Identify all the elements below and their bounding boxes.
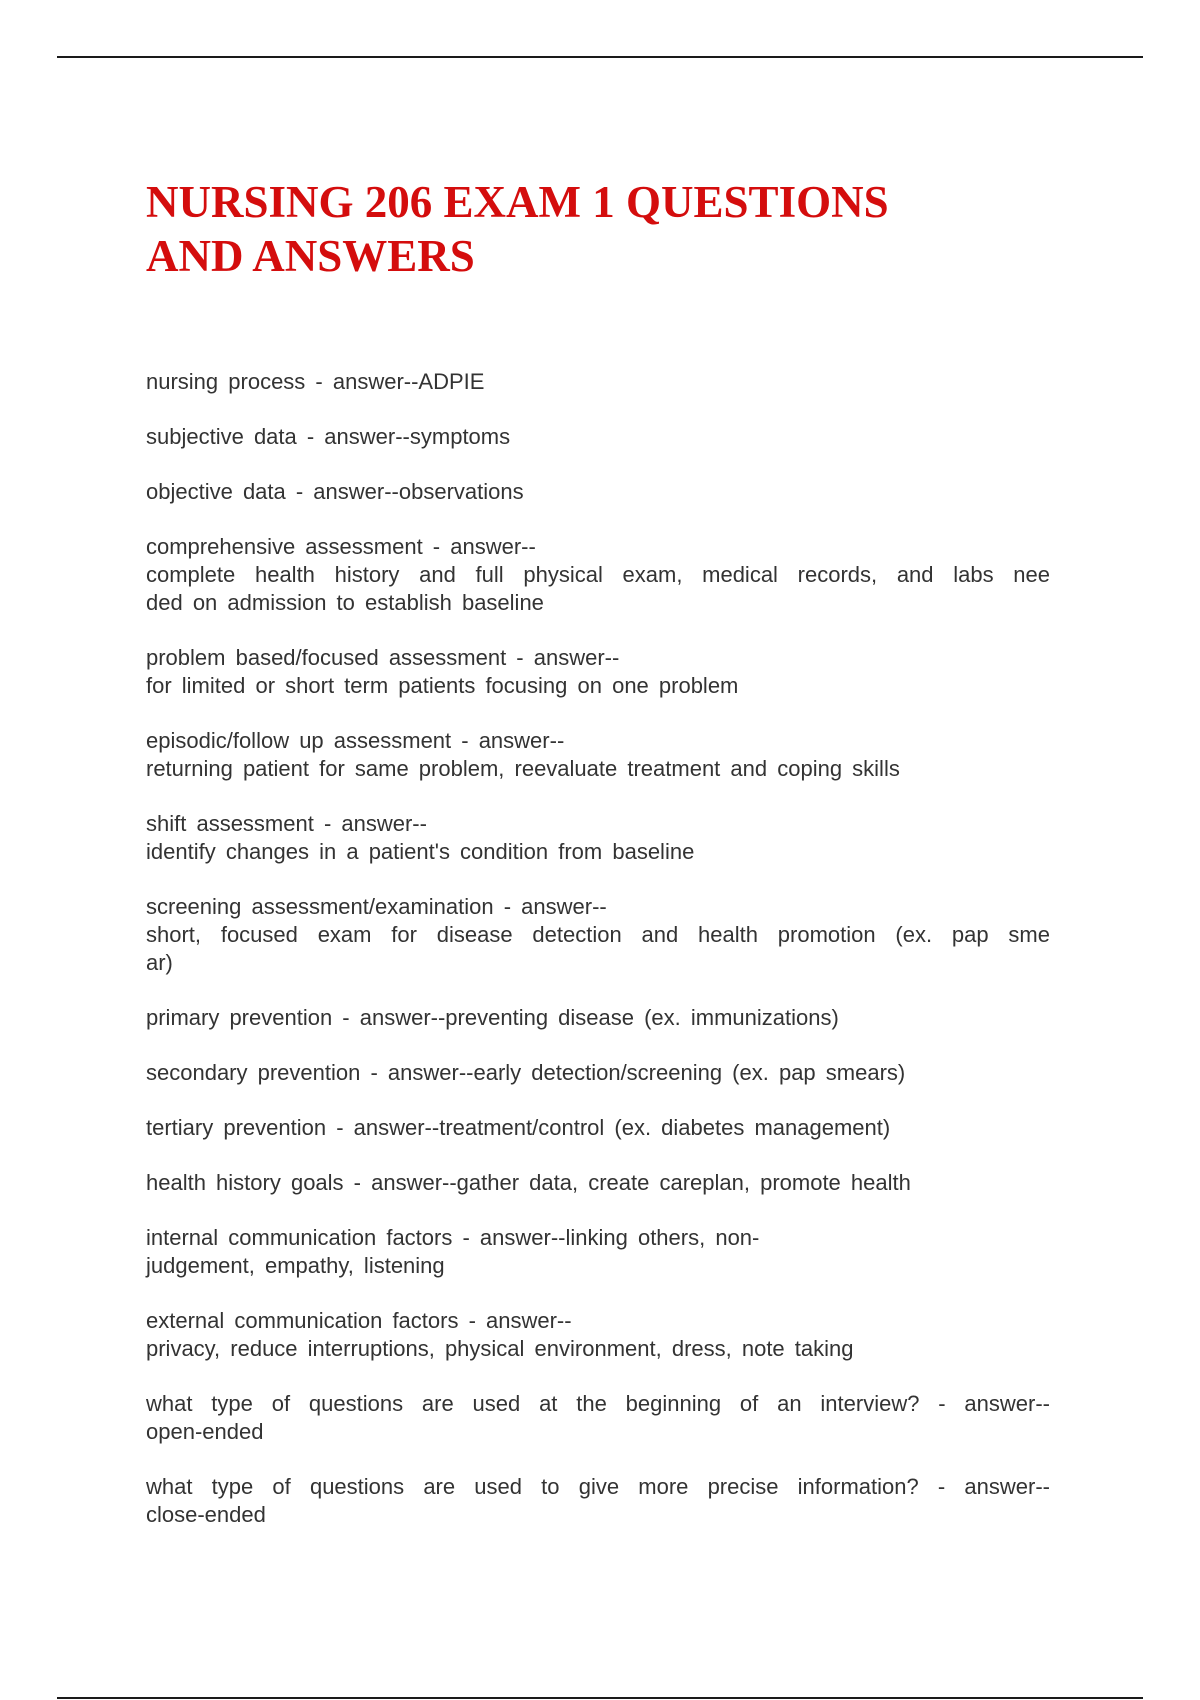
qa-line: open-ended xyxy=(146,1419,264,1444)
qa-line: ar) xyxy=(146,950,173,975)
qa-line: internal communication factors - answer--linking others, non- xyxy=(146,1225,760,1250)
qa-line: problem based/focused assessment - answer-- xyxy=(146,645,620,670)
qa-item xyxy=(146,1390,1050,1446)
qa-line: objective data - answer--observations xyxy=(146,479,524,504)
title-line-1: NURSING 206 EXAM 1 QUESTIONS xyxy=(146,177,889,227)
qa-line: subjective data - answer--symptoms xyxy=(146,424,511,449)
top-rule xyxy=(57,56,1143,58)
bottom-rule xyxy=(57,1697,1143,1699)
qa-list xyxy=(146,368,1050,1556)
qa-line: complete health history and full physical exam, medical records, and labs nee xyxy=(146,562,1050,587)
qa-line: close-ended xyxy=(146,1502,266,1527)
qa-item xyxy=(146,1307,1050,1363)
qa-line: what type of questions are used at the beginning of an interview? - answer-- xyxy=(146,1391,1050,1416)
qa-line: episodic/follow up assessment - answer-- xyxy=(146,728,565,753)
qa-item xyxy=(146,533,1050,617)
qa-line: short, focused exam for disease detection and health promotion (ex. pap sme xyxy=(146,922,1050,947)
qa-line: shift assessment - answer-- xyxy=(146,811,427,836)
qa-line: identify changes in a patient's condition from baseline xyxy=(146,839,695,864)
qa-line: tertiary prevention - answer--treatment/control (ex. diabetes management) xyxy=(146,1115,891,1140)
qa-line: health history goals - answer--gather data, create careplan, promote health xyxy=(146,1170,911,1195)
qa-item xyxy=(146,478,1050,506)
qa-line: secondary prevention - answer--early detection/screening (ex. pap smears) xyxy=(146,1060,906,1085)
title-line-2: AND ANSWERS xyxy=(146,231,475,281)
qa-line: primary prevention - answer--preventing disease (ex. immunizations) xyxy=(146,1005,839,1030)
qa-line: privacy, reduce interruptions, physical environment, dress, note taking xyxy=(146,1336,854,1361)
qa-line: comprehensive assessment - answer-- xyxy=(146,534,536,559)
qa-item xyxy=(146,1004,1050,1032)
qa-item xyxy=(146,727,1050,783)
qa-line: external communication factors - answer-- xyxy=(146,1308,572,1333)
qa-line: returning patient for same problem, reevaluate treatment and coping skills xyxy=(146,756,900,781)
qa-line: what type of questions are used to give more precise information? - answer-- xyxy=(146,1474,1050,1499)
qa-item xyxy=(146,1224,1050,1280)
qa-line: judgement, empathy, listening xyxy=(146,1253,445,1278)
qa-item xyxy=(146,1114,1050,1142)
qa-line: for limited or short term patients focusing on one problem xyxy=(146,673,739,698)
qa-item xyxy=(146,810,1050,866)
qa-item xyxy=(146,368,1050,396)
qa-item xyxy=(146,1059,1050,1087)
qa-line: screening assessment/examination - answer-- xyxy=(146,894,607,919)
qa-item xyxy=(146,644,1050,700)
qa-item xyxy=(146,1169,1050,1197)
qa-line: ded on admission to establish baseline xyxy=(146,590,544,615)
qa-item xyxy=(146,423,1050,451)
qa-item xyxy=(146,893,1050,977)
qa-item xyxy=(146,1473,1050,1529)
document-title xyxy=(146,175,1046,283)
qa-line: nursing process - answer--ADPIE xyxy=(146,369,485,394)
